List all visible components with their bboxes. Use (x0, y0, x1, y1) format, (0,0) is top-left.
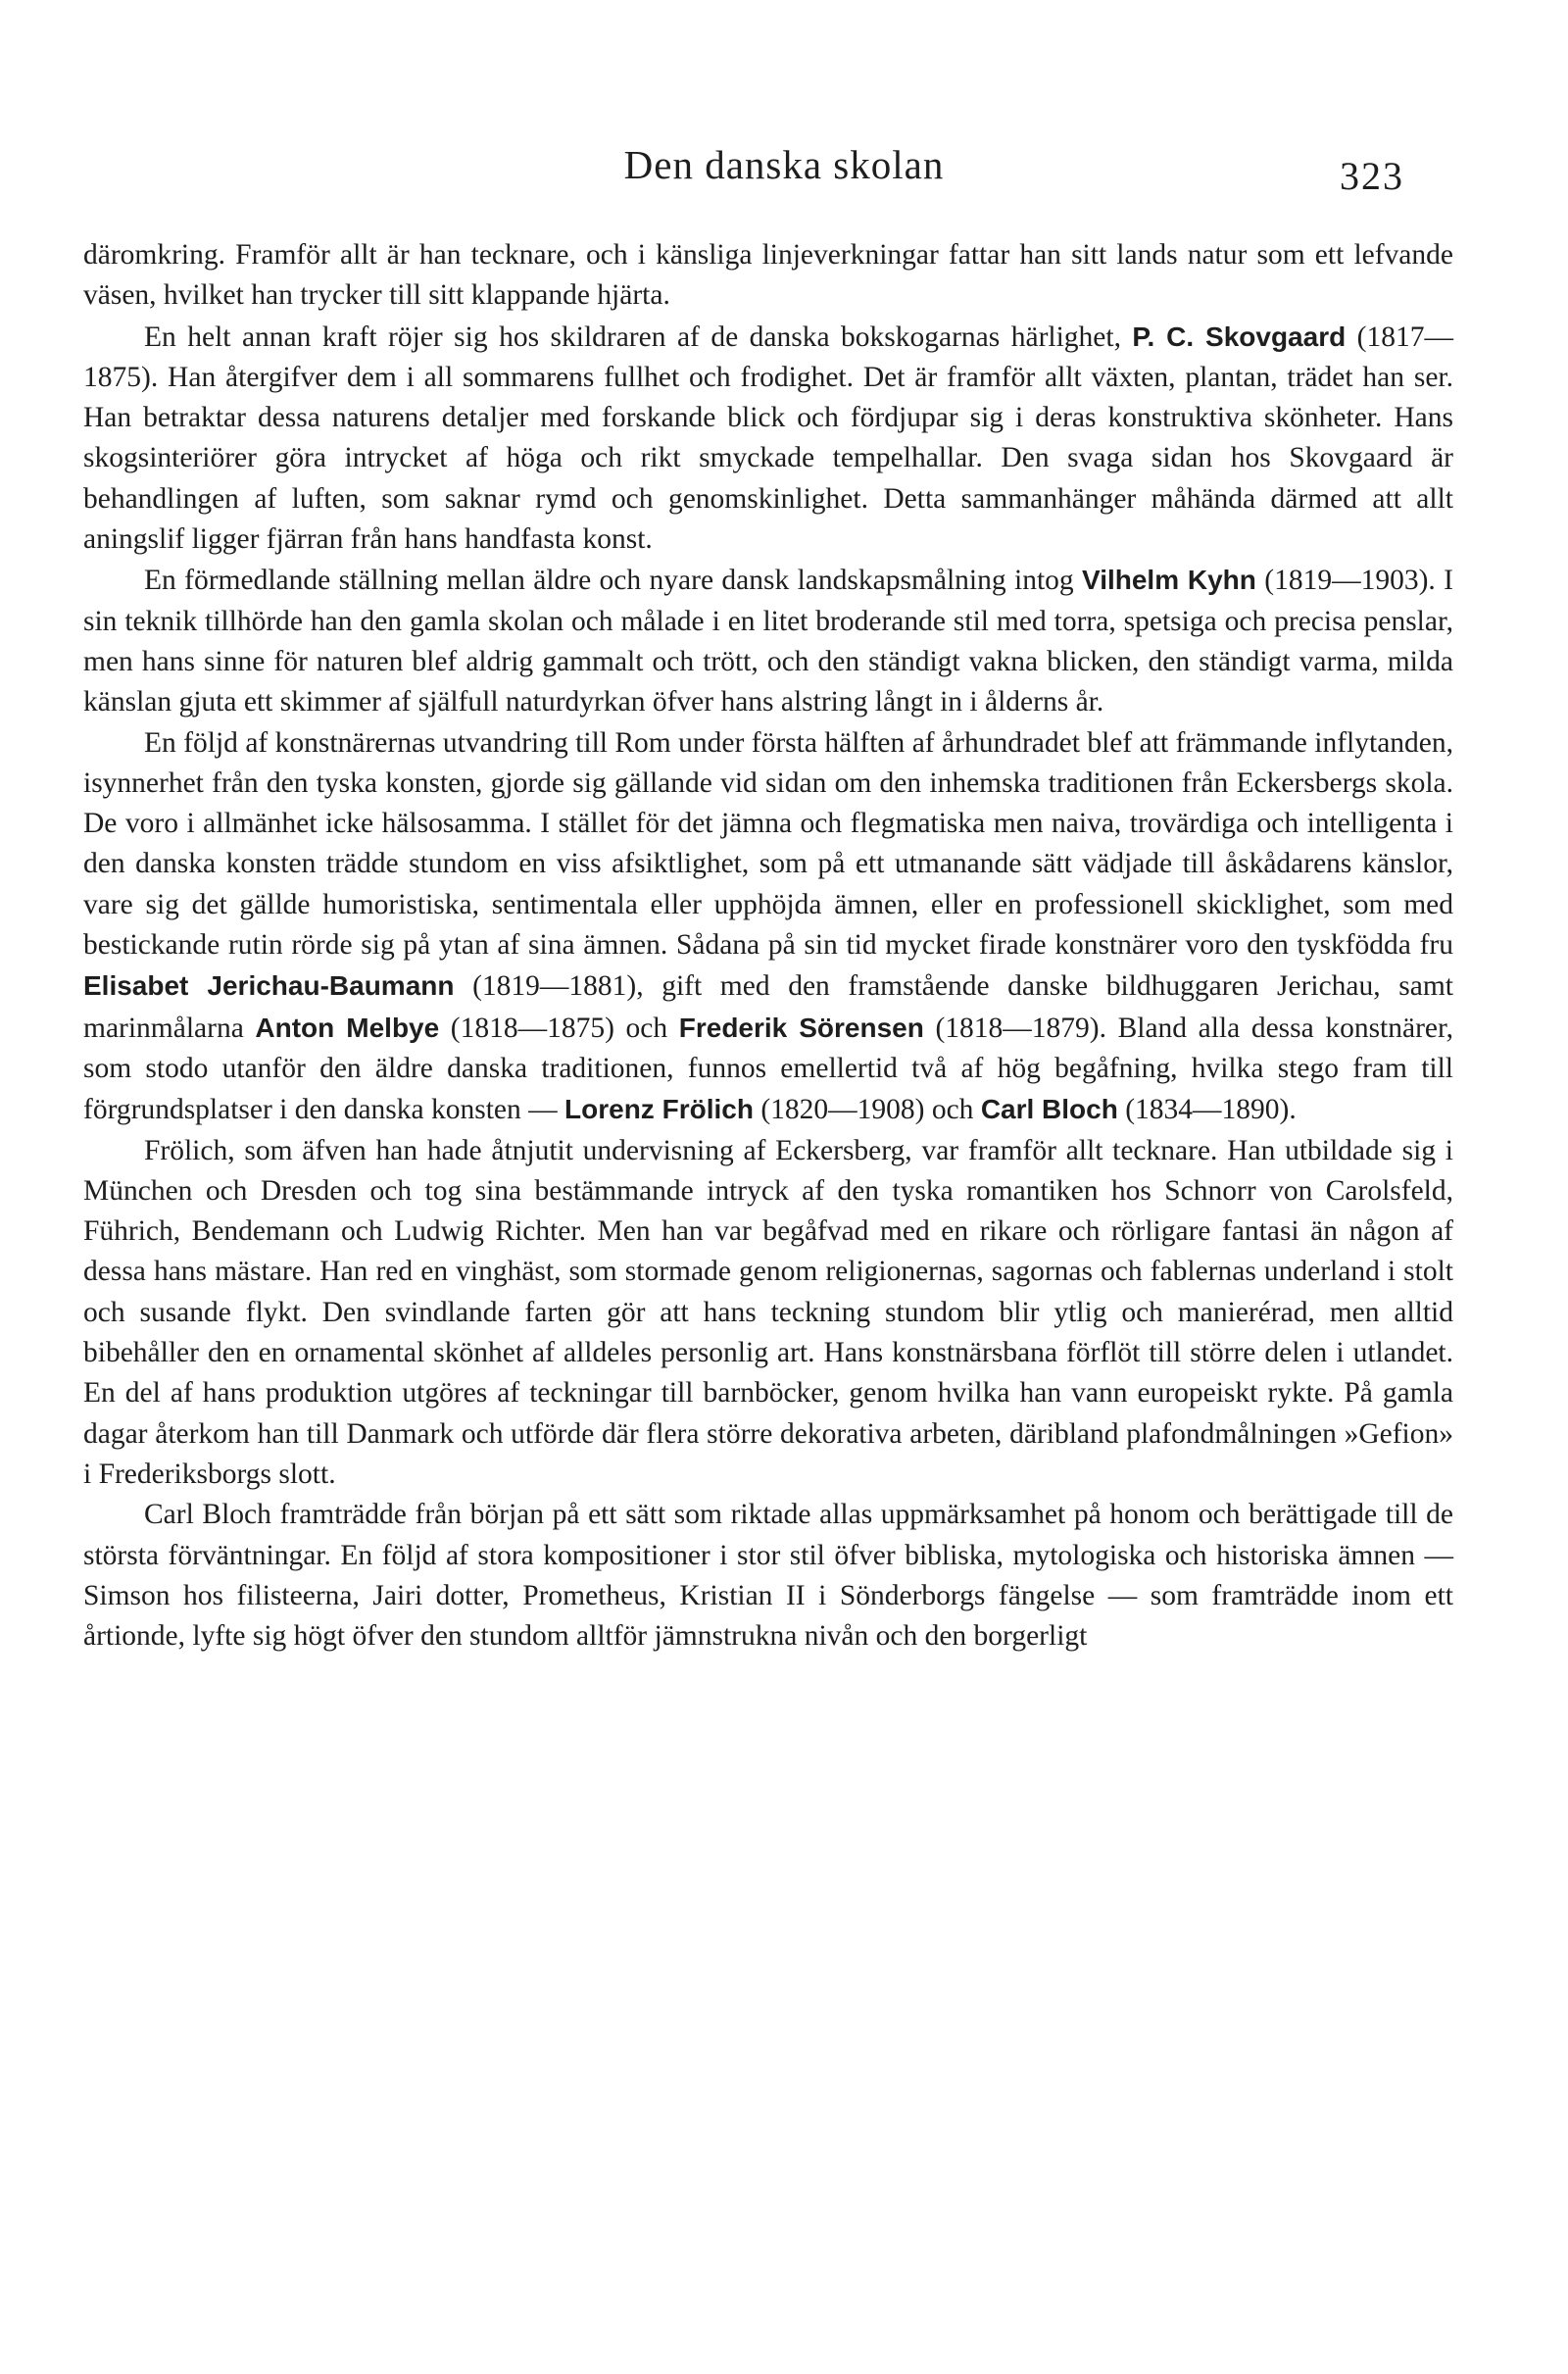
artist-name: Anton Melbye (255, 1012, 440, 1043)
text-run: Frölich, som äfven han hade åtnjutit undervisning af Eckersberg, var framför allt tecknare. Han utbildade sig i München och Dresden och tog sina bestämmande intryck af den tyska romantiken hos Schnorr von Carolsfeld, Führich, Bendemann och Ludwig Richter. Men han var begåfvad med en rikare och rörligare fantasi än någon af dessa hans mästare. Han red en vinghäst, som stormade genom religionernas, sagornas och fablernas underland i stolt och susande flykt. Den svindlande farten gör att hans teckning stundom blir ytlig och manierérad, men alltid bibehåller den en ornamental skönhet af alldeles personlig art. Hans konstnärsbana förflöt till större delen i utlandet. En del af hans produktion utgöres af teckningar till barnböcker, genom hvilka han vann europeiskt rykte. På gamla dagar återkom han till Danmark och utförde där flera större dekorativa arbeten, däribland plafondmålningen »Gefion» i Frederiksborgs slott. (83, 1134, 1453, 1490)
body-text (83, 235, 1453, 1657)
text-run: (1819—1881), gift med den framstående danske bildhuggaren Jerichau, samt marinmålarna (83, 970, 1453, 1044)
paragraph-1 (83, 235, 1453, 317)
text-run: (1818—1879). Bland alla dessa konstnärer, som stodo utanför den äldre danska traditionen, funnos emellertid två af hög begåfning, hvilka stego fram till förgrundsplatser i den danska konsten — (83, 1012, 1454, 1126)
chapter-title: Den danska skolan (623, 142, 945, 187)
text-run: En helt annan kraft röjer sig hos skildraren af de danska bokskogarnas härlighet, (144, 321, 1133, 353)
text-run: (1820—1908) och (753, 1094, 981, 1126)
text-run: En förmedlande ställning mellan äldre och nyare dansk landskapsmålning intog (144, 565, 1083, 597)
text-run: (1819—1903). I sin teknik tillhörde han den gamla skolan och målade i en litet broderande stil med torra, spetsiga och precisa penslar, men hans sinne för naturen blef aldrig gammalt och trött, och den ständigt vakna blicken, den ständigt varma, milda känslan gjuta ett skimmer af själfull naturdyrkan öfver hans alstring långt in i ålderns år. (83, 565, 1453, 718)
artist-name: Lorenz Frölich (564, 1094, 754, 1125)
paragraph-6 (83, 1495, 1453, 1657)
artist-name: Vilhelm Kyhn (1082, 565, 1256, 596)
artist-name: P. C. Skovgaard (1132, 321, 1347, 352)
paragraph-4 (83, 723, 1453, 1131)
paragraph-5 (83, 1131, 1453, 1496)
running-head (0, 135, 1568, 198)
paragraph-3 (83, 560, 1453, 722)
text-run: (1817—1875). Han återgifver dem i all sommarens fullhet och frodighet. Det är framför allt växten, plantan, trädet han ser. Han betraktar dessa naturens detaljer med forskande blick och fördjupar sig i deras konstruktiva skönheter. Hans skogsinteriörer göra intrycket af höga och rikt smyckade tempelhallar. Den svaga sidan hos Skovgaard är behandlingen af luften, som saknar rymd och genomskinlighet. Detta sammanhänger måhända därmed att allt aningslif ligger fjärran från hans handfasta konst. (83, 321, 1453, 556)
text-run: däromkring. Framför allt är han tecknare, och i känsliga linjeverkningar fattar han sitt lands natur som ett lefvande väsen, hvilket han trycker till sitt klappande hjärta. (83, 239, 1453, 312)
text-run: (1834—1890). (1117, 1094, 1297, 1126)
artist-name: Frederik Sörensen (678, 1012, 924, 1043)
text-run: Carl Bloch framträdde från början på ett sätt som riktade allas uppmärksamhet på honom och berättigade till de största förväntningar. En följd af stora kompositioner i stor stil öfver bibliska, mytologiska och historiska ämnen — Simson hos filisteerna, Jairi dotter, Prometheus, Kristian II i Sönderborgs fängelse — som framträdde inom ett årtionde, lyfte sig högt öfver den stundom alltför jämnstrukna nivån och den borgerligt (83, 1499, 1453, 1653)
text-run: (1818—1875) och (439, 1012, 679, 1044)
text-run: En följd af konstnärernas utvandring till Rom under första hälften af århundradet blef att främmande inflytanden, isynnerhet från den tyska konsten, gjorde sig gällande vid sidan om den inhemska traditionen från Eckersbergs skola. De voro i allmänhet icke hälsosamma. I stället för det jämna och flegmatiska men naiva, trovärdiga och intelligenta i den danska konsten trädde stundom en viss afsiktlighet, som på ett utmanande sätt vädjade till åskådarens känslor, vare sig det gällde humoristiska, sentimentala eller upphöjda ämnen, eller en professionell skicklighet, som med bestickande rutin rörde sig på ytan af sina ämnen. Sådana på sin tid mycket firade konstnärer voro den tyskfödda fru (83, 726, 1453, 962)
artist-name: Elisabet Jerichau-Baumann (83, 970, 455, 1002)
paragraph-2 (83, 317, 1453, 561)
artist-name: Carl Bloch (980, 1094, 1118, 1125)
page-number: 323 (1340, 154, 1404, 198)
